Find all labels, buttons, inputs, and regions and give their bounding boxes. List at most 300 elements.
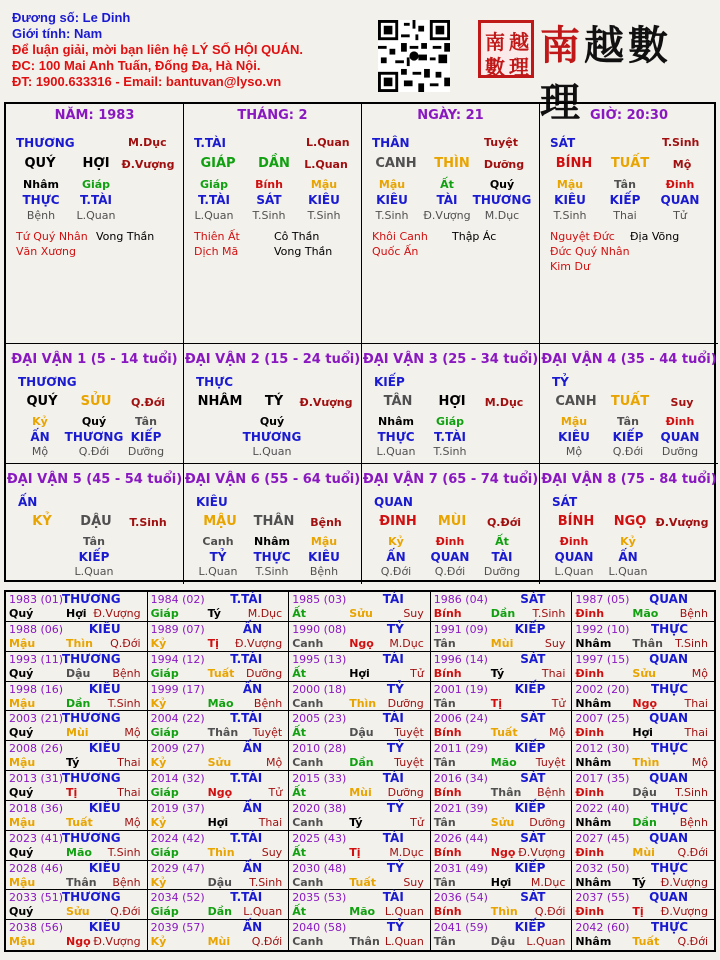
dai-van-star: QUAN xyxy=(374,495,413,509)
year-state: Thai xyxy=(684,696,708,710)
year-label: 1985 (03) xyxy=(292,593,347,606)
year-stem: Ất xyxy=(292,786,306,799)
dai-van-branch: NGỌ xyxy=(613,514,647,529)
year-star: THƯƠNG xyxy=(61,771,121,785)
year-cell[interactable] xyxy=(572,711,714,741)
shen-sha-good: Đức Quý Nhân xyxy=(550,245,630,258)
hidden-star: ẤN xyxy=(386,550,406,564)
year-cell[interactable] xyxy=(148,801,290,831)
hidden-star: KIẾP xyxy=(78,550,110,564)
year-branch: Mão xyxy=(490,756,517,770)
dai-van-cell xyxy=(184,344,362,464)
dai-van-stem: BÍNH xyxy=(557,514,595,529)
hidden-state: Mộ xyxy=(31,445,49,458)
year-cell[interactable] xyxy=(148,861,290,891)
shen-sha-good: Khôi Canh xyxy=(372,230,428,243)
hidden-stem: Mậu xyxy=(556,178,584,191)
year-stem: Quý xyxy=(9,845,34,859)
year-label: 2006 (24) xyxy=(433,712,488,726)
year-stem: Đinh xyxy=(575,786,605,799)
year-label: 2031 (49) xyxy=(433,861,488,875)
year-cell[interactable] xyxy=(289,741,431,771)
year-cell[interactable] xyxy=(289,801,431,831)
year-stem: Bính xyxy=(433,726,462,740)
year-state: L.Quan xyxy=(384,905,424,919)
hidden-state: Bệnh xyxy=(309,565,339,578)
year-star: ẤN xyxy=(242,800,263,815)
year-state: Tử xyxy=(551,696,566,710)
hidden-state: Dưỡng xyxy=(483,565,521,578)
year-cell[interactable] xyxy=(6,652,148,682)
hidden-stem: Mậu xyxy=(310,178,338,191)
year-cell[interactable] xyxy=(148,831,290,861)
year-cell[interactable] xyxy=(6,592,148,622)
year-star: TỶ xyxy=(386,800,404,815)
year-cell[interactable] xyxy=(289,711,431,741)
year-stem: Đinh xyxy=(575,845,605,859)
hidden-star: T.TÀI xyxy=(198,193,230,207)
year-branch: Thìn xyxy=(632,756,660,770)
year-stem: Nhâm xyxy=(575,815,612,829)
hidden-state: T.Sinh xyxy=(255,565,289,578)
year-star: THƯƠNG xyxy=(61,890,121,905)
year-branch: Thìn xyxy=(490,905,518,919)
year-cell[interactable] xyxy=(572,592,714,622)
year-label: 2004 (22) xyxy=(150,712,205,726)
year-state: Suy xyxy=(403,875,424,889)
dai-van-star: KIẾP xyxy=(374,375,405,389)
year-stem: Ất xyxy=(292,845,306,859)
dai-van-branch: DẬU xyxy=(80,514,112,529)
year-star: TÀI xyxy=(382,592,404,606)
dai-van-cell xyxy=(6,464,184,584)
year-stem: Bính xyxy=(433,666,462,680)
hidden-state: T.Sinh xyxy=(553,209,587,222)
year-stem: Canh xyxy=(292,815,324,829)
year-cell[interactable] xyxy=(148,711,290,741)
owner-name: Le Dinh xyxy=(82,10,131,25)
hidden-stem: Kỷ xyxy=(620,535,636,548)
dai-van-title: ĐẠI VẬN 3 (25 - 34 tuổi) xyxy=(362,352,539,367)
year-branch: Dần xyxy=(490,607,516,620)
year-branch: Thân xyxy=(207,726,239,740)
year-label: 2034 (52) xyxy=(150,891,205,905)
year-star: T.TÀI xyxy=(230,592,263,606)
year-cell[interactable] xyxy=(6,861,148,891)
hidden-stem: Quý xyxy=(489,178,515,191)
year-stem: Quý xyxy=(9,786,34,799)
year-cell[interactable] xyxy=(572,861,714,891)
year-label: 2007 (25) xyxy=(575,712,630,726)
hidden-state: Thai xyxy=(613,209,637,222)
year-cell[interactable] xyxy=(6,622,148,652)
pillar-stem: GIÁP xyxy=(200,156,236,171)
year-star: KIÊU xyxy=(88,741,121,756)
year-state: Mộ xyxy=(124,726,141,740)
year-cell[interactable] xyxy=(289,592,431,622)
year-label: 1992 (10) xyxy=(575,622,630,636)
year-state: T.Sinh xyxy=(107,845,141,859)
hidden-state: L.Quan xyxy=(554,565,594,578)
year-label: 2038 (56) xyxy=(9,921,64,935)
year-stem: Mậu xyxy=(9,875,36,889)
year-state: Thai xyxy=(684,726,708,740)
year-branch: Dậu xyxy=(349,726,374,740)
year-star: TÀI xyxy=(382,711,404,726)
pillar-title: NGÀY: 21 xyxy=(417,108,484,123)
year-cell[interactable] xyxy=(148,920,290,950)
hidden-star: THƯƠNG xyxy=(242,430,302,444)
year-branch: Tuất xyxy=(490,726,518,740)
address-line: ĐC: 100 Mai Anh Tuấn, Đống Đa, Hà Nội. xyxy=(12,58,261,73)
year-branch: Thìn xyxy=(349,696,377,710)
year-stem: Bính xyxy=(433,607,462,620)
dai-van-branch: THÂN xyxy=(253,514,295,529)
year-label: 2013 (31) xyxy=(9,772,64,785)
year-cell[interactable] xyxy=(289,861,431,891)
hidden-state: Q.Đới xyxy=(78,445,110,458)
hidden-state: T.Sinh xyxy=(307,209,341,222)
year-label: 2025 (43) xyxy=(292,831,347,845)
year-star: TÀI xyxy=(382,771,404,785)
shen-sha-bad: Địa Võng xyxy=(630,230,680,243)
year-cell[interactable] xyxy=(572,801,714,831)
shen-sha-bad: Vong Thần xyxy=(274,245,333,258)
pillar-star: SÁT xyxy=(550,136,576,150)
hidden-stem: Đinh xyxy=(435,535,465,548)
year-state: Suy xyxy=(261,845,283,859)
year-star: THƯƠNG xyxy=(61,830,121,845)
seal-char: 越 xyxy=(509,30,529,54)
year-stem: Ất xyxy=(292,905,306,919)
year-branch: Sửu xyxy=(349,607,373,620)
year-label: 1983 (01) xyxy=(9,593,64,606)
year-cell[interactable] xyxy=(431,861,573,891)
pillar-stem: BÍNH xyxy=(555,156,593,171)
year-cell[interactable] xyxy=(6,741,148,771)
year-label: 2029 (47) xyxy=(150,861,205,875)
year-star: T.TÀI xyxy=(230,830,263,845)
year-stem: Đinh xyxy=(575,607,605,620)
year-star: SÁT xyxy=(520,711,546,726)
year-stem: Nhâm xyxy=(575,756,612,770)
year-cell[interactable] xyxy=(431,652,573,682)
year-star: KIÊU xyxy=(88,621,121,636)
year-branch: Tuất xyxy=(349,875,376,889)
hidden-star: THƯƠNG xyxy=(64,430,124,444)
dai-van-title: ĐẠI VẬN 5 (45 - 54 tuổi) xyxy=(6,472,183,487)
year-stem: Canh xyxy=(292,875,324,889)
qr-code-icon[interactable] xyxy=(378,20,450,92)
hidden-state: M.Dục xyxy=(484,209,520,222)
hidden-state: L.Quan xyxy=(76,209,116,222)
dai-van-star: ẤN xyxy=(18,495,38,509)
year-stem: Giáp xyxy=(150,607,179,620)
year-label: 1987 (05) xyxy=(575,593,630,606)
year-state: Tử xyxy=(410,815,424,829)
year-label: 1996 (14) xyxy=(433,652,488,666)
chart-header xyxy=(12,10,372,90)
year-cell[interactable] xyxy=(148,682,290,712)
year-stem: Tân xyxy=(433,696,456,710)
dai-van-star: TỶ xyxy=(552,375,569,389)
shen-sha-good: Tứ Quý Nhân xyxy=(16,230,88,243)
year-label: 1990 (08) xyxy=(292,622,347,636)
year-cell[interactable] xyxy=(148,622,290,652)
brand-char: 數 xyxy=(628,22,672,69)
year-stem: Ất xyxy=(292,666,306,680)
year-star: KIẾP xyxy=(514,860,546,875)
pillar-star-state: Tuyệt xyxy=(484,136,519,149)
year-label: 2033 (51) xyxy=(9,891,64,905)
year-cell[interactable] xyxy=(431,682,573,712)
year-label: 2041 (59) xyxy=(433,921,488,935)
year-branch: Ngọ xyxy=(349,636,374,650)
year-state: Thai xyxy=(117,756,141,770)
year-branch: Thân xyxy=(632,636,663,650)
year-cell[interactable] xyxy=(572,831,714,861)
year-label: 2037 (55) xyxy=(575,891,630,905)
pillar-stem: CANH xyxy=(375,156,417,171)
year-label: 1984 (02) xyxy=(150,593,205,606)
year-label: 2012 (30) xyxy=(575,742,630,756)
year-branch: Thân xyxy=(349,935,380,949)
pillar-title: NĂM: 1983 xyxy=(54,108,135,123)
year-stem: Đinh xyxy=(575,726,605,740)
year-state: L.Quan xyxy=(384,935,424,949)
pillar-life-state: Đ.Vượng xyxy=(121,158,175,171)
year-star: SÁT xyxy=(520,651,546,666)
year-star: SÁT xyxy=(520,592,546,606)
year-star: TÀI xyxy=(382,651,404,666)
year-state: M.Dục xyxy=(247,607,283,620)
year-cell[interactable] xyxy=(289,920,431,950)
year-stem: Ất xyxy=(292,726,306,740)
year-cell[interactable] xyxy=(6,801,148,831)
year-cell[interactable] xyxy=(431,920,573,950)
year-cell[interactable] xyxy=(572,622,714,652)
year-state: Bệnh xyxy=(112,666,141,680)
dai-van-title: ĐẠI VẬN 8 (75 - 84 tuổi) xyxy=(541,472,717,487)
dai-van-branch: MÙI xyxy=(437,514,467,529)
hidden-stem: Đinh xyxy=(665,178,695,191)
year-star: THỰC xyxy=(650,920,688,935)
year-cell[interactable] xyxy=(148,771,290,801)
year-state: Tuyệt xyxy=(394,726,424,740)
year-branch: Mùi xyxy=(207,935,231,949)
year-state: T.Sinh xyxy=(249,875,283,889)
hidden-state: Mộ xyxy=(565,445,583,458)
year-state: Q.Đới xyxy=(677,935,708,949)
hidden-star: T.TÀI xyxy=(80,193,112,207)
pillar-branch: DẦN xyxy=(258,156,290,171)
dai-van-star: KIÊU xyxy=(196,495,228,509)
year-star: KIẾP xyxy=(514,920,546,935)
year-stem: Canh xyxy=(292,756,324,770)
hidden-state: L.Quan xyxy=(252,445,292,458)
year-branch: Dậu xyxy=(207,875,232,889)
year-stem: Tân xyxy=(433,875,456,889)
year-label: 2000 (18) xyxy=(292,682,347,696)
seal-char: 數 xyxy=(485,55,505,79)
dai-van-state: Đ.Vượng xyxy=(299,396,353,409)
hidden-star: QUAN xyxy=(554,550,594,564)
year-cell[interactable] xyxy=(431,622,573,652)
year-star: THỰC xyxy=(650,681,688,696)
year-cell[interactable] xyxy=(6,711,148,741)
hidden-stem: Tân xyxy=(617,415,639,428)
year-cell[interactable] xyxy=(148,890,290,920)
year-stem: Canh xyxy=(292,636,324,650)
year-branch: Ngọ xyxy=(632,696,658,710)
year-label: 1989 (07) xyxy=(150,622,205,636)
year-label: 2026 (44) xyxy=(433,831,488,845)
year-cell[interactable] xyxy=(289,682,431,712)
year-cell[interactable] xyxy=(431,801,573,831)
year-state: Đ.Vượng xyxy=(93,935,141,949)
brand-char: 理 xyxy=(540,79,584,126)
year-star: KIẾP xyxy=(514,800,546,815)
year-cell[interactable] xyxy=(6,920,148,950)
year-star: KIÊU xyxy=(88,681,121,696)
year-label: 1991 (09) xyxy=(433,622,488,636)
shen-sha-bad: Vong Thần xyxy=(96,230,155,243)
pillar-star-state: L.Quan xyxy=(306,136,350,149)
year-star: KIÊU xyxy=(88,920,121,935)
hidden-star: T.TÀI xyxy=(434,430,466,444)
year-cell[interactable] xyxy=(289,652,431,682)
year-state: Bệnh xyxy=(537,786,566,799)
hidden-star: QUAN xyxy=(430,550,470,564)
year-star: TỶ xyxy=(386,621,404,636)
hidden-state: Q.Đới xyxy=(380,565,412,578)
dai-van-star: THƯƠNG xyxy=(18,375,77,389)
hidden-star: THỰC xyxy=(22,193,60,207)
dai-van-title: ĐẠI VẬN 6 (55 - 64 tuổi) xyxy=(184,472,361,487)
year-state: Bệnh xyxy=(679,815,708,829)
hidden-star: QUAN xyxy=(660,430,700,444)
year-cell[interactable] xyxy=(148,741,290,771)
year-state: Mộ xyxy=(691,756,708,770)
year-branch: Dậu xyxy=(632,786,657,799)
year-cell[interactable] xyxy=(289,622,431,652)
gender-value: Nam xyxy=(73,26,103,41)
year-state: Bệnh xyxy=(112,875,141,889)
year-cell[interactable] xyxy=(6,771,148,801)
year-label: 2028 (46) xyxy=(9,861,64,875)
hidden-stem: Giáp xyxy=(199,178,229,191)
year-star: THƯƠNG xyxy=(61,592,121,606)
year-cell[interactable] xyxy=(572,741,714,771)
year-star: KIẾP xyxy=(514,621,546,636)
hidden-star: KIẾP xyxy=(609,193,641,207)
year-cell[interactable] xyxy=(572,682,714,712)
year-cell[interactable] xyxy=(148,652,290,682)
year-label: 2015 (33) xyxy=(292,772,347,785)
dai-van-state: Đ.Vượng xyxy=(655,516,709,529)
year-cell[interactable] xyxy=(289,890,431,920)
year-stem: Tân xyxy=(433,756,456,770)
year-stem: Quý xyxy=(9,905,34,919)
year-cell[interactable] xyxy=(431,831,573,861)
gender-label: Giới tính: xyxy=(12,26,71,41)
year-branch: Tị xyxy=(632,905,644,919)
hidden-star: ẤN xyxy=(618,550,638,564)
year-cell[interactable] xyxy=(289,771,431,801)
year-state: Thai xyxy=(117,786,141,799)
year-label: 2003 (21) xyxy=(9,712,64,726)
year-branch: Tý xyxy=(490,666,505,680)
year-cell[interactable] xyxy=(431,771,573,801)
year-state: Mộ xyxy=(124,815,141,829)
pillar-life-state: Mộ xyxy=(672,158,692,171)
year-cell[interactable] xyxy=(431,741,573,771)
year-stem: Giáp xyxy=(150,666,179,680)
year-state: Tuyệt xyxy=(394,756,424,770)
year-label: 2001 (19) xyxy=(433,682,488,696)
year-branch: Tị xyxy=(349,845,361,859)
hidden-star: KIÊU xyxy=(308,193,340,207)
year-cell[interactable] xyxy=(572,652,714,682)
year-cell[interactable] xyxy=(289,831,431,861)
dai-van-cell xyxy=(362,344,540,464)
year-label: 2019 (37) xyxy=(150,801,205,815)
year-state: M.Dục xyxy=(530,875,566,889)
year-branch: Ngọ xyxy=(66,935,91,949)
year-state: Thai xyxy=(258,815,283,829)
year-stem: Giáp xyxy=(150,845,179,859)
year-branch: Mùi xyxy=(632,845,655,859)
year-state: Thai xyxy=(541,666,566,680)
year-star: THỰC xyxy=(650,741,688,756)
year-cell[interactable] xyxy=(431,890,573,920)
year-label: 1997 (15) xyxy=(575,652,630,666)
year-cell[interactable] xyxy=(572,920,714,950)
pillar-star: T.TÀI xyxy=(194,136,226,150)
year-branch: Sửu xyxy=(66,905,90,919)
shen-sha-bad: Cô Thần xyxy=(274,230,320,243)
year-branch: Sửu xyxy=(490,815,515,829)
hidden-stem: Bính xyxy=(255,178,283,191)
hidden-state: Dưỡng xyxy=(127,445,165,458)
year-stem: Quý xyxy=(9,726,34,740)
year-stem: Canh xyxy=(292,696,324,710)
year-state: Suy xyxy=(544,636,566,650)
year-state: M.Dục xyxy=(389,845,424,859)
year-cell[interactable] xyxy=(572,771,714,801)
pillar-title: THÁNG: 2 xyxy=(237,108,308,123)
year-cell[interactable] xyxy=(6,831,148,861)
year-star: T.TÀI xyxy=(230,651,263,666)
year-label: 2009 (27) xyxy=(150,742,205,756)
hidden-state: Tử xyxy=(673,209,687,222)
year-cell[interactable] xyxy=(6,890,148,920)
year-cell[interactable] xyxy=(6,682,148,712)
year-cell[interactable] xyxy=(431,592,573,622)
year-label: 2023 (41) xyxy=(9,831,64,845)
year-branch: Thìn xyxy=(66,636,93,650)
brand-char: 越 xyxy=(584,22,628,69)
year-cell[interactable] xyxy=(431,711,573,741)
year-label: 2039 (57) xyxy=(150,921,205,935)
year-star: KIẾP xyxy=(514,741,546,756)
year-cell[interactable] xyxy=(148,592,290,622)
year-branch: Tuất xyxy=(632,935,660,949)
year-cell[interactable] xyxy=(572,890,714,920)
year-stem: Kỷ xyxy=(150,815,167,829)
hidden-stem: Canh xyxy=(202,535,234,548)
hidden-star: THỰC xyxy=(253,550,291,564)
